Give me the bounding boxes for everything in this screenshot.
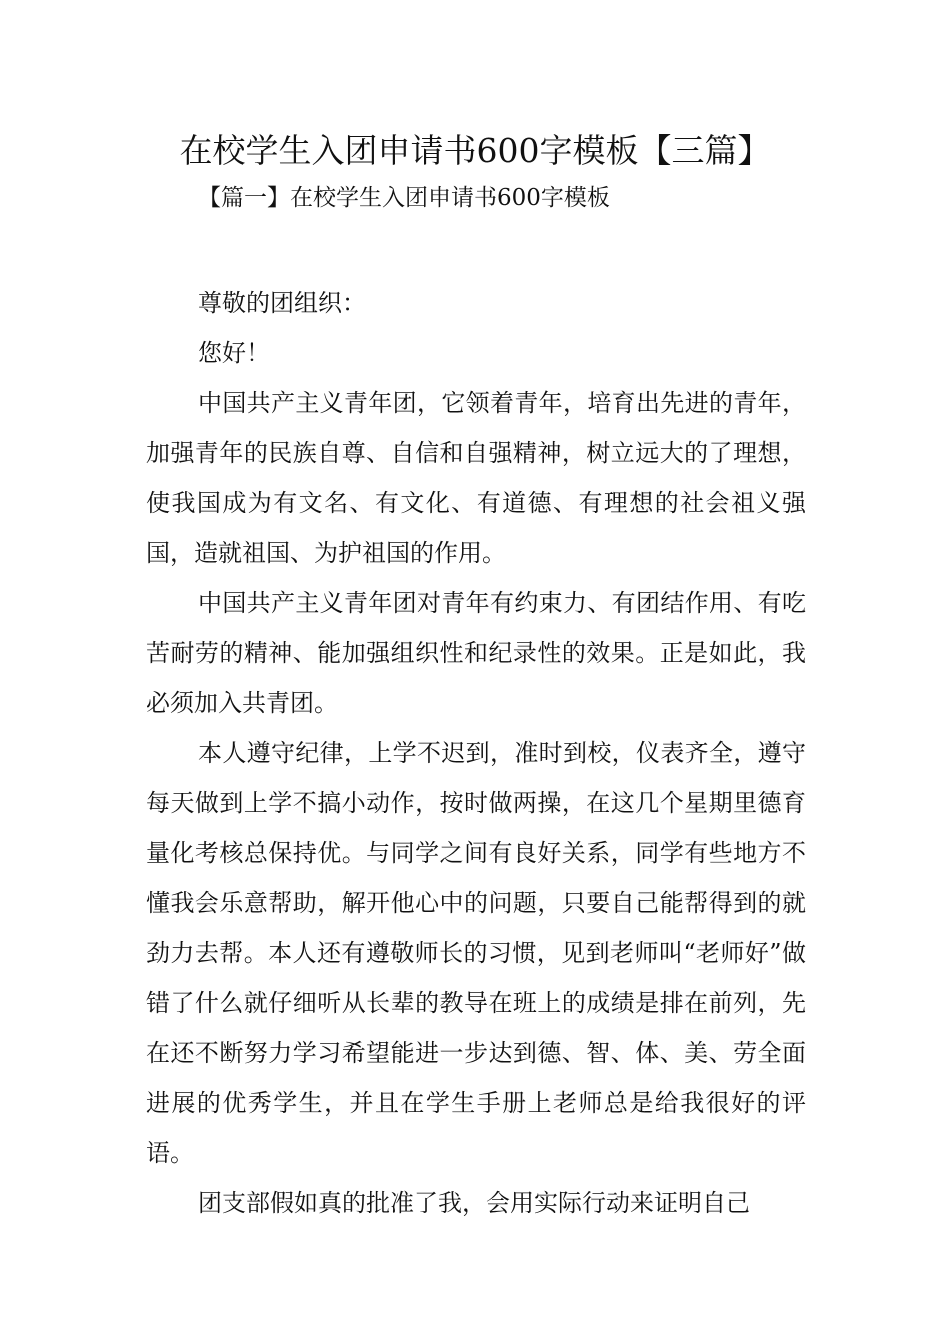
paragraph-4: 团支部假如真的批准了我，会用实际行动来证明自己 [198,1189,750,1217]
paragraph-1: 中国共产主义青年团，它领着青年，培育出先进的青年，加强青年的民族自尊、自信和自强精神，树立远大的了理想，使我国成为有文名、有文化、有道德、有理想的社会祖义强国，造就祖国、为护祖国的作用。 [146,389,806,567]
section-heading: 【篇一】在校学生入团申请书600字模板 [198,185,610,211]
document-title: 在校学生入团申请书600字模板【三篇】 [179,131,771,170]
paragraph-2: 中国共产主义青年团对青年有约束力、有团结作用、有吃苦耐劳的精神、能加强组织性和纪录性的效果。正是如此，我必须加入共青团。 [146,589,806,717]
letter-body [146,278,806,1228]
greeting: 您好！ [198,339,270,367]
paragraph-3: 本人遵守纪律，上学不迟到，准时到校，仪表齐全，遵守每天做到上学不搞小动作，按时做两操，在这几个星期里德育量化考核总保持优。与同学之间有良好关系，同学有些地方不懂我会乐意帮助，解开他心中的问题，只要自己能帮得到的就劲力去帮。本人还有遵敬师长的习惯，见到老师叫“老师好”做错了什么就仔细听从长辈的教导在班上的成绩是排在前列，先在还不断努力学习希望能进一步达到德、智、体、美、劳全面进展的优秀学生，并且在学生手册上老师总是给我很好的评语。 [146,739,806,1167]
salutation: 尊敬的团组织： [198,289,366,317]
